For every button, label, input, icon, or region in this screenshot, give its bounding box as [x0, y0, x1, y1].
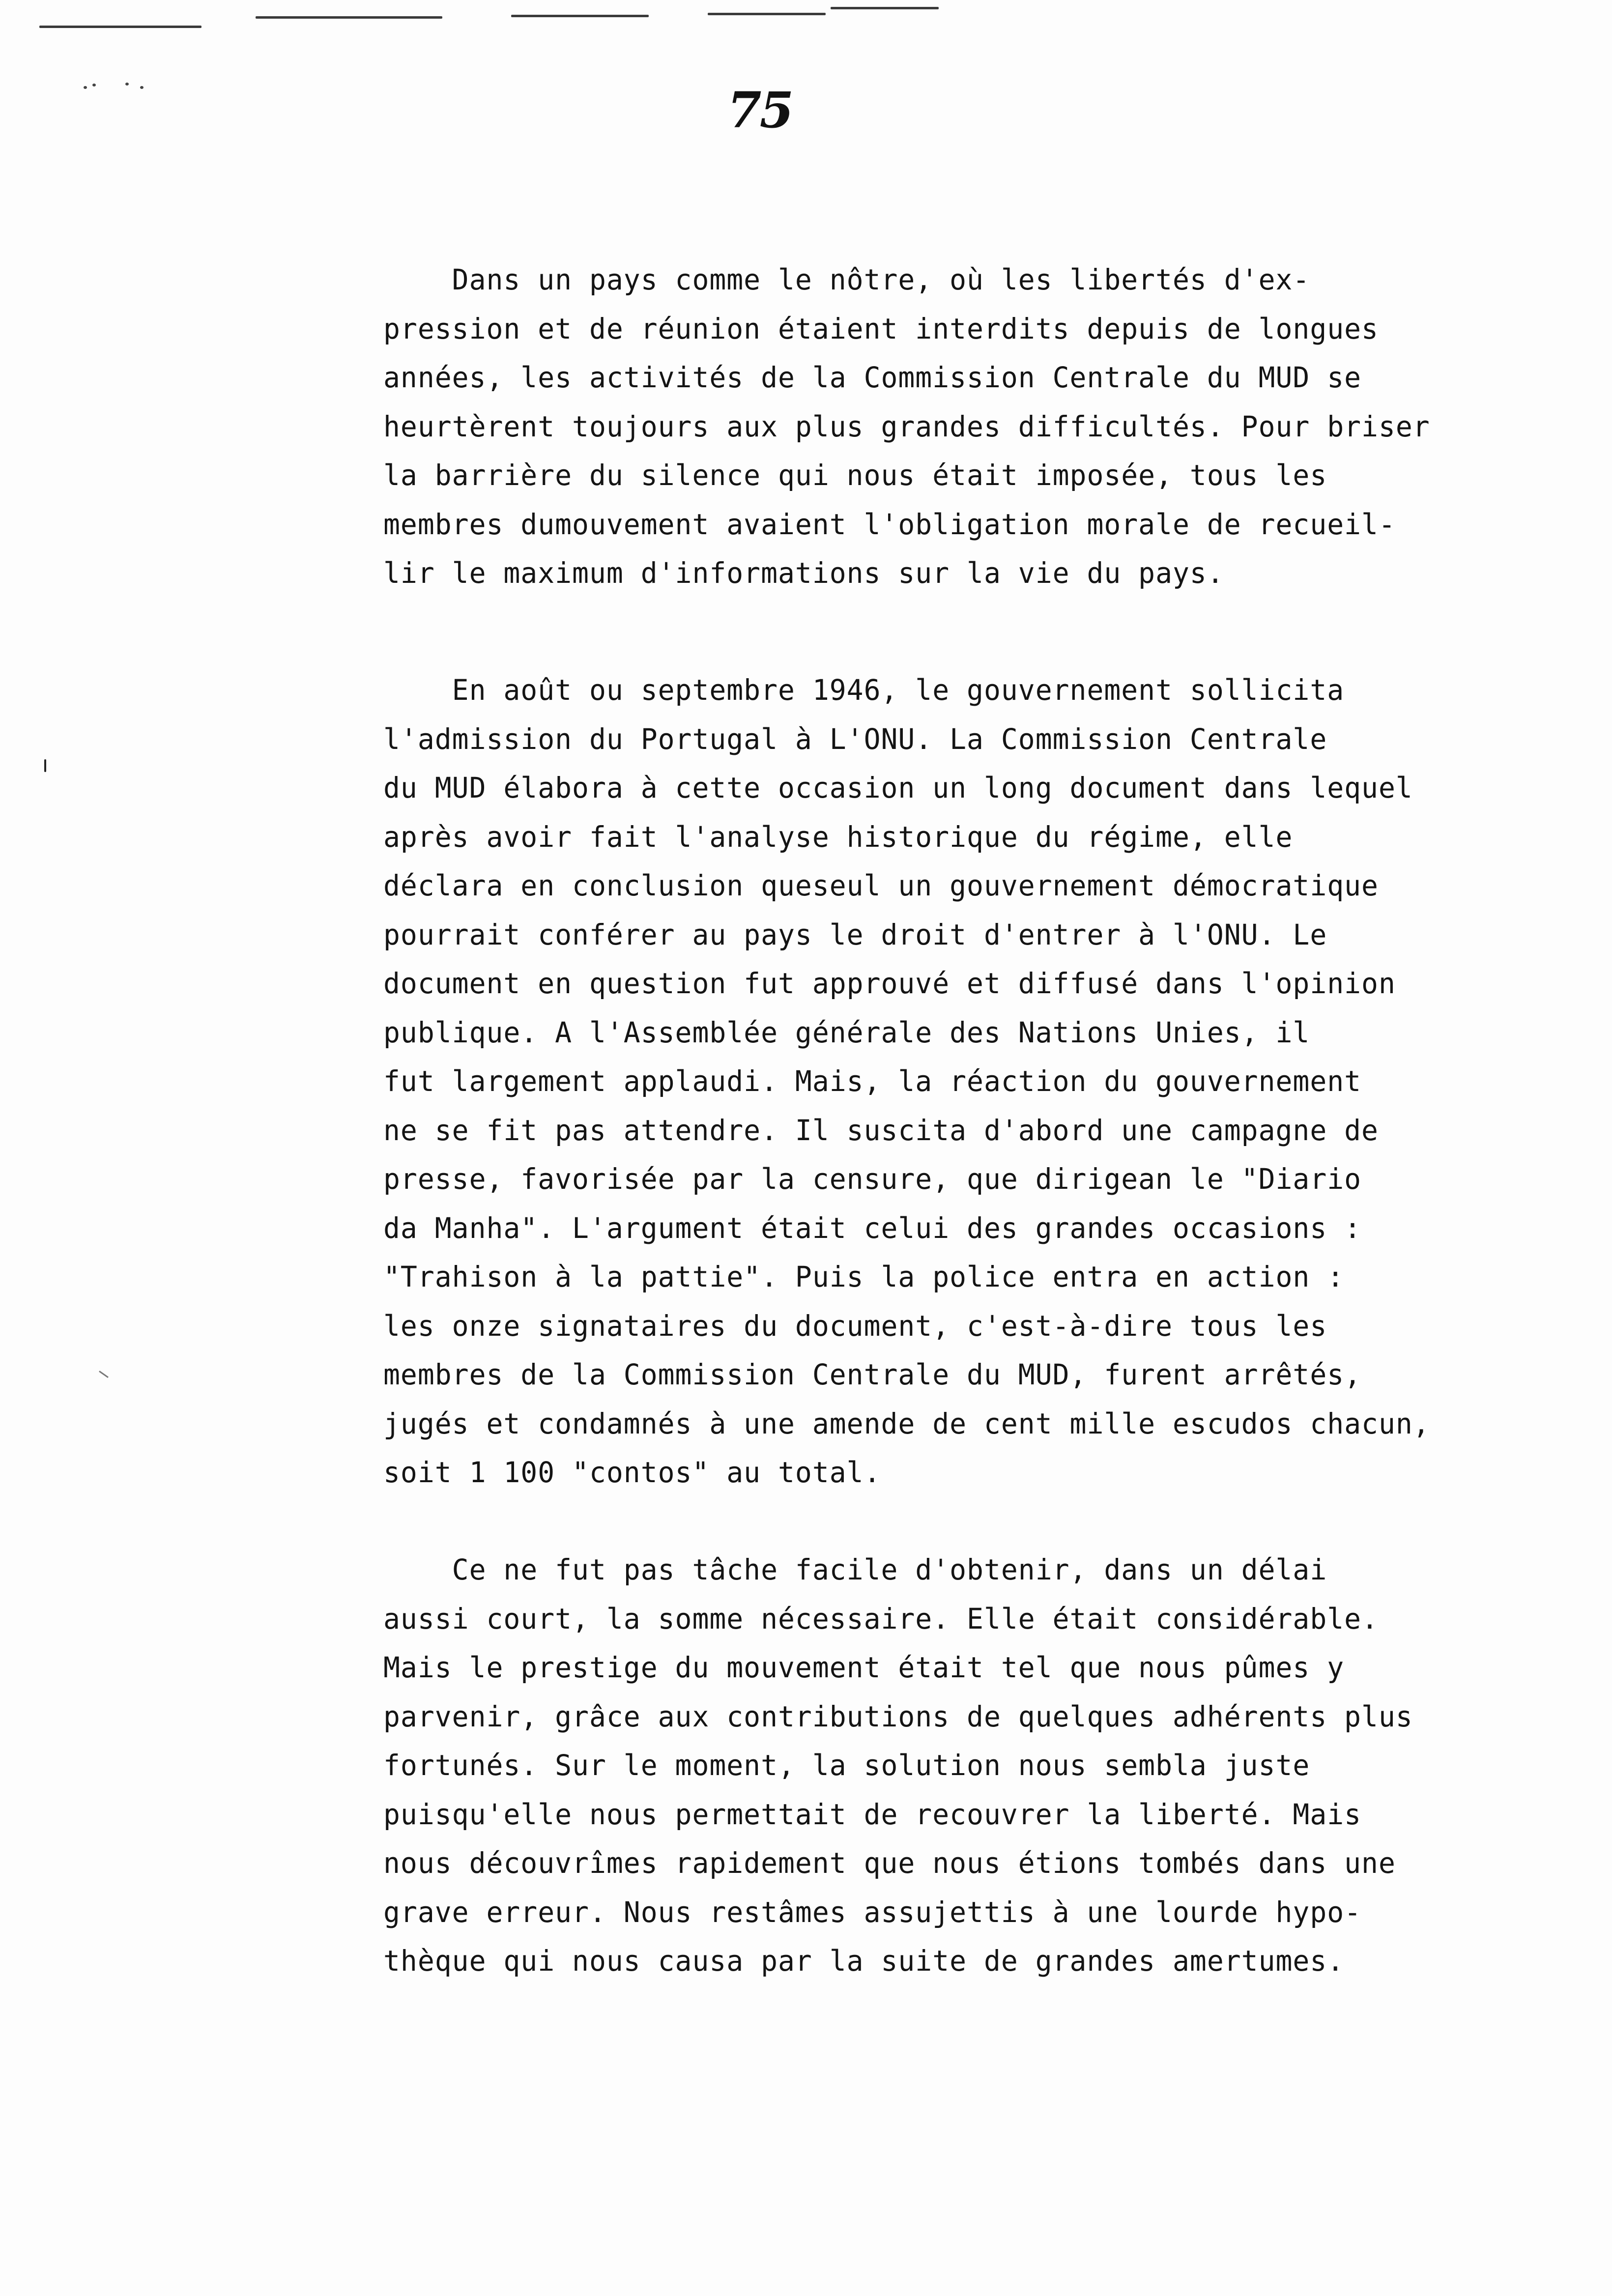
- text-line: publique. A l'Assemblée générale des Nations Unies, il: [383, 1015, 1310, 1049]
- paragraph-3: [383, 1546, 1612, 1986]
- text-line: fut largement applaudi. Mais, la réaction du gouvernement: [383, 1064, 1362, 1098]
- text-line: pourrait conférer au pays le droit d'entrer à l'ONU. Le: [383, 918, 1327, 951]
- scan-artifact-dot: [125, 83, 129, 86]
- text-line: membres de la Commission Centrale du MUD, furent arrêtés,: [383, 1358, 1362, 1391]
- scan-artifact-line: [256, 16, 442, 19]
- margin-mark: [99, 1371, 109, 1378]
- text-line: puisqu'elle nous permettait de recouvrer la liberté. Mais: [383, 1797, 1362, 1831]
- scan-artifact-line: [708, 13, 826, 15]
- text-line: fortunés. Sur le moment, la solution nous sembla juste: [383, 1749, 1310, 1782]
- text-line: lir le maximum d'informations sur la vie du pays.: [383, 556, 1224, 590]
- scan-artifact-dot: [92, 84, 96, 86]
- text-line: du MUD élabora à cette occasion un long document dans lequel: [383, 771, 1413, 804]
- scan-artifact-dot: [84, 86, 87, 89]
- text-line: déclara en conclusion queseul un gouvernement démocratique: [383, 869, 1379, 902]
- text-line: membres dumouvement avaient l'obligation morale de recueil-: [383, 507, 1396, 541]
- page-number: 75: [727, 81, 792, 139]
- scan-artifact-dot: [140, 86, 144, 89]
- text-line: nous découvrîmes rapidement que nous étions tombés dans une: [383, 1846, 1396, 1880]
- paragraph-2: [383, 666, 1612, 1497]
- paragraph-1: [383, 256, 1612, 598]
- text-line: années, les activités de la Commission Centrale du MUD se: [383, 361, 1362, 394]
- text-line: Dans un pays comme le nôtre, où les libertés d'ex-: [383, 263, 1310, 296]
- margin-mark: [44, 759, 46, 772]
- text-line: heurtèrent toujours aux plus grandes difficultés. Pour briser: [383, 409, 1430, 443]
- text-line: En août ou septembre 1946, le gouvernement sollicita: [383, 673, 1345, 707]
- text-line: presse, favorisée par la censure, que dirigean le "Diario: [383, 1162, 1362, 1196]
- text-line: la barrière du silence qui nous était imposée, tous les: [383, 459, 1327, 492]
- text-line: grave erreur. Nous restâmes assujettis à une lourde hypo-: [383, 1895, 1362, 1929]
- scan-artifact-line: [511, 15, 649, 17]
- text-line: soit 1 100 "contos" au total.: [383, 1456, 881, 1489]
- text-line: les onze signataires du document, c'est-à-dire tous les: [383, 1309, 1327, 1343]
- text-line: après avoir fait l'analyse historique du régime, elle: [383, 820, 1293, 854]
- text-line: document en question fut approuvé et diffusé dans l'opinion: [383, 967, 1396, 1000]
- text-line: parvenir, grâce aux contributions de quelques adhérents plus: [383, 1699, 1413, 1733]
- text-line: aussi court, la somme nécessaire. Elle était considérable.: [383, 1602, 1379, 1636]
- text-line: Mais le prestige du mouvement était tel que nous pûmes y: [383, 1651, 1345, 1684]
- text-line: "Trahison à la pattie". Puis la police entra en action :: [383, 1260, 1345, 1293]
- text-line: jugés et condamnés à une amende de cent mille escudos chacun,: [383, 1406, 1430, 1440]
- scan-artifact-line: [39, 26, 202, 28]
- text-line: pression et de réunion étaient interdits depuis de longues: [383, 312, 1379, 345]
- text-line: Ce ne fut pas tâche facile d'obtenir, dans un délai: [383, 1553, 1327, 1586]
- text-line: ne se fit pas attendre. Il suscita d'abord une campagne de: [383, 1113, 1379, 1147]
- text-line: thèque qui nous causa par la suite de grandes amertumes.: [383, 1944, 1345, 1978]
- text-line: da Manha". L'argument était celui des grandes occasions :: [383, 1211, 1362, 1245]
- text-line: l'admission du Portugal à L'ONU. La Commission Centrale: [383, 722, 1327, 756]
- scan-artifact-line: [831, 7, 939, 9]
